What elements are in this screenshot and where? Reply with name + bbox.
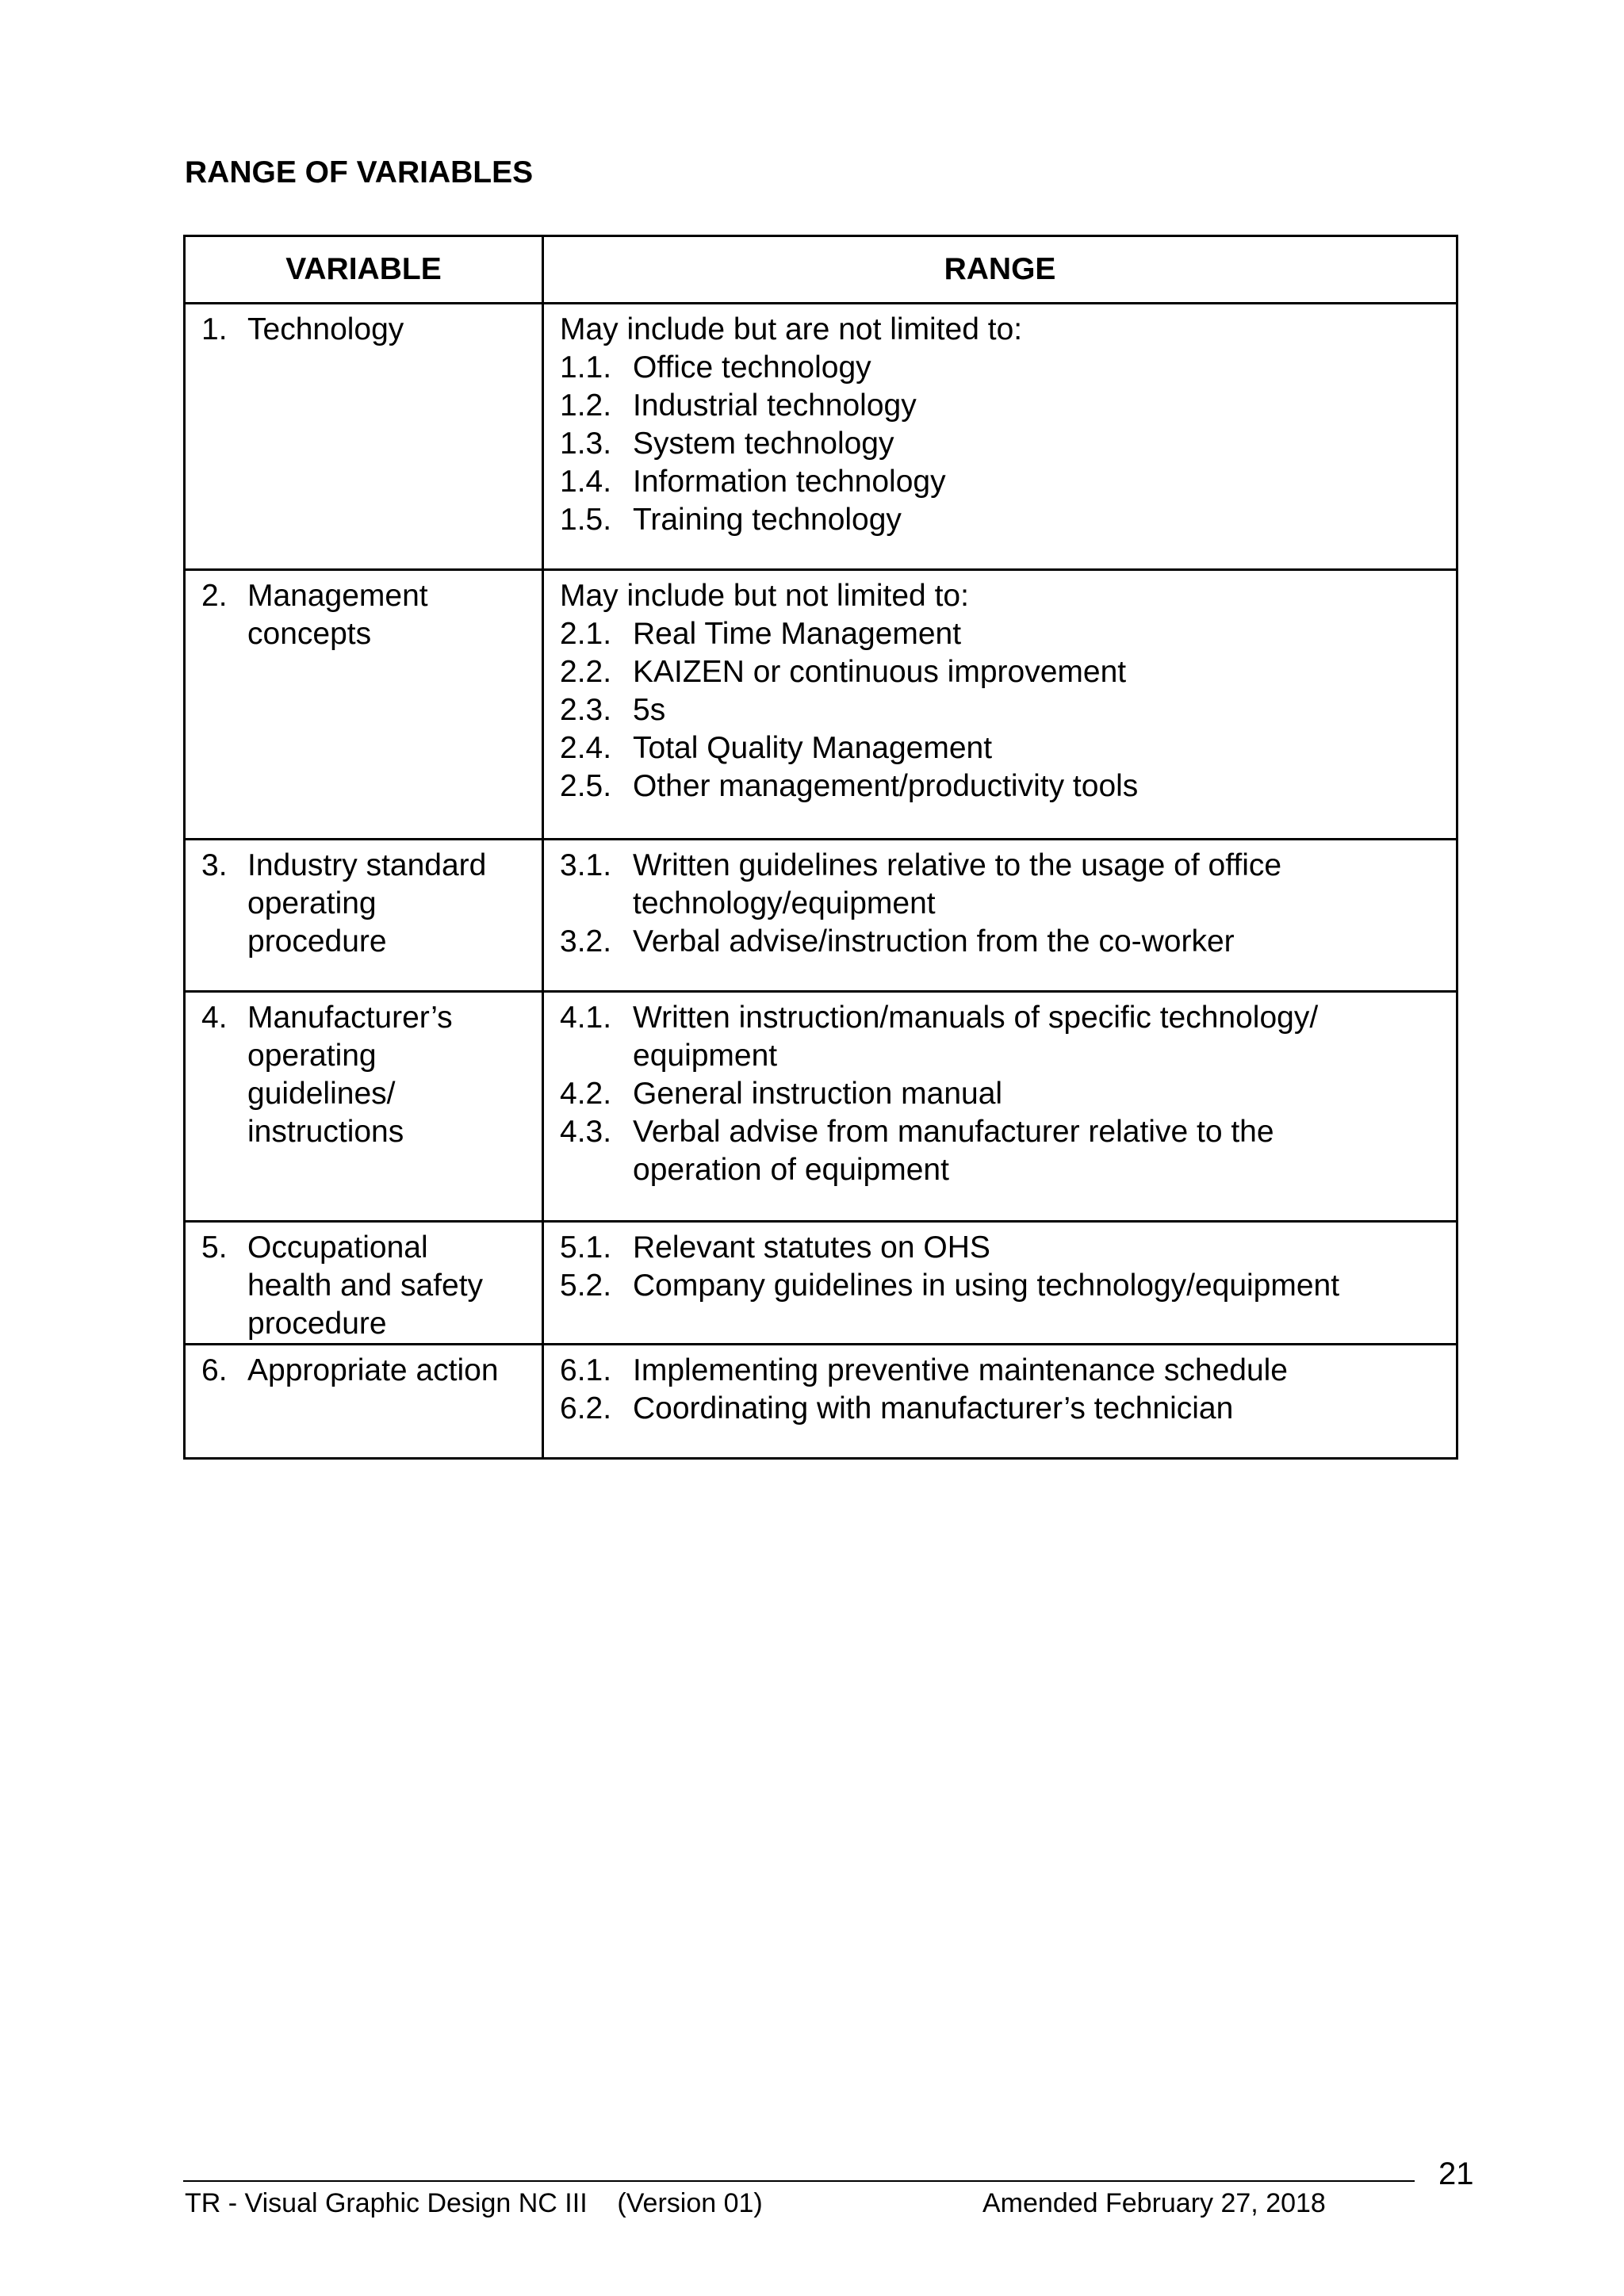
page-number: 21 (1438, 2156, 1474, 2191)
range-item-line: Information technology (633, 465, 946, 499)
range-item-number: 1.2. (560, 388, 612, 423)
range-item (560, 387, 1448, 425)
range-item-line: Relevant statutes on OHS (633, 1230, 990, 1265)
range-item-number: 1.4. (560, 465, 612, 499)
range-item (560, 1352, 1448, 1390)
range-item-text (633, 501, 1448, 539)
range-item-line: Training technology (633, 503, 902, 537)
range-item-line: Implementing preventive maintenance schedule (633, 1353, 1288, 1387)
header-variable: VARIABLE (185, 236, 543, 304)
range-item-number: 3.2. (560, 924, 612, 959)
variable-name-line: procedure (247, 1307, 387, 1341)
range-item-line: System technology (633, 427, 894, 461)
range-item (560, 463, 1448, 501)
range-item (560, 615, 1448, 653)
variable-name-line: concepts (247, 617, 372, 651)
table-row (185, 992, 1457, 1222)
footer-document-title: TR - Visual Graphic Design NC III (Version 01) (185, 2188, 763, 2218)
range-item-number: 4.3. (560, 1115, 612, 1149)
range-item-line: Coordinating with manufacturer’s technician (633, 1391, 1234, 1425)
range-cell (543, 570, 1457, 840)
variable-cell (185, 304, 543, 570)
range-item (560, 691, 1448, 729)
variable-name-line: operating (247, 886, 377, 920)
range-item-line: Real Time Management (633, 617, 962, 651)
range-item-text (633, 999, 1448, 1075)
range-item (560, 767, 1448, 806)
variable-name-line: instructions (247, 1115, 404, 1149)
range-item-line: Office technology (633, 350, 871, 385)
range-item-number: 1.5. (560, 503, 612, 537)
range-item-line: Verbal advise from manufacturer relative to the (633, 1115, 1274, 1149)
range-intro: May include but not limited to: (560, 579, 969, 613)
table-row (185, 1222, 1457, 1345)
range-item-text (633, 1352, 1448, 1390)
variable-name (247, 1229, 534, 1343)
page-heading: RANGE OF VARIABLES (185, 155, 534, 189)
range-cell (543, 304, 1457, 570)
range-item-number: 2.5. (560, 769, 612, 803)
variable-cell (185, 570, 543, 840)
range-item-line: 5s (633, 693, 666, 727)
range-item-text (633, 1229, 1448, 1267)
range-item-number: 5.1. (560, 1230, 612, 1265)
footer-rule (183, 2180, 1415, 2182)
range-item-line: KAIZEN or continuous improvement (633, 655, 1127, 689)
range-item-number: 5.2. (560, 1269, 612, 1303)
range-item-text (633, 653, 1448, 691)
range-item-line: Other management/productivity tools (633, 769, 1139, 803)
range-item-line: equipment (633, 1039, 778, 1073)
range-cell (543, 992, 1457, 1222)
variable-name-line: Appropriate action (247, 1353, 499, 1387)
range-item-number: 6.2. (560, 1391, 612, 1425)
variable-number: 4. (201, 1001, 228, 1035)
table-row (185, 1345, 1457, 1459)
range-item-number: 1.1. (560, 350, 612, 385)
variable-cell (185, 1222, 543, 1345)
range-item-number: 2.3. (560, 693, 612, 727)
range-item-number: 2.4. (560, 731, 612, 765)
variable-name-line: Technology (247, 312, 404, 346)
range-item-number: 2.2. (560, 655, 612, 689)
range-item-text (633, 349, 1448, 387)
table-row (185, 570, 1457, 840)
variable-name (247, 847, 534, 961)
range-item (560, 923, 1448, 961)
range-item (560, 847, 1448, 923)
variable-name (247, 1352, 534, 1390)
range-item-line: Company guidelines in using technology/equipment (633, 1269, 1340, 1303)
range-item-line: operation of equipment (633, 1153, 949, 1187)
table-header-row (185, 236, 1457, 304)
range-item (560, 1390, 1448, 1428)
range-item (560, 1075, 1448, 1113)
variable-name-line: Industry standard (247, 848, 487, 882)
range-item-text (633, 463, 1448, 501)
range-item (560, 729, 1448, 767)
range-item-text (633, 387, 1448, 425)
table-body (185, 304, 1457, 1459)
variable-number: 1. (201, 312, 228, 346)
range-of-variables-table (183, 235, 1458, 1460)
range-item-number: 2.1. (560, 617, 612, 651)
variable-name-line: health and safety (247, 1269, 484, 1303)
range-item-line: General instruction manual (633, 1077, 1003, 1111)
range-item (560, 501, 1448, 539)
range-item-number: 4.1. (560, 1001, 612, 1035)
variable-number: 6. (201, 1353, 228, 1387)
footer-amended-date: Amended February 27, 2018 (982, 2188, 1326, 2218)
range-item (560, 999, 1448, 1075)
range-cell (543, 1345, 1457, 1459)
range-item-line: Total Quality Management (633, 731, 993, 765)
range-item-text (633, 923, 1448, 961)
range-item (560, 425, 1448, 463)
range-item (560, 653, 1448, 691)
range-item-line: Verbal advise/instruction from the co-worker (633, 924, 1235, 959)
variable-name (247, 577, 534, 653)
table-row (185, 304, 1457, 570)
range-item-text (633, 1113, 1448, 1189)
range-item-line: technology/equipment (633, 886, 936, 920)
variable-cell (185, 840, 543, 992)
variable-name-line: Manufacturer’s (247, 1001, 453, 1035)
variable-name-line: Occupational (247, 1230, 428, 1265)
variable-cell (185, 1345, 543, 1459)
range-item (560, 349, 1448, 387)
variable-name-line: guidelines/ (247, 1077, 396, 1111)
range-item-text (633, 425, 1448, 463)
range-item-number: 3.1. (560, 848, 612, 882)
variable-name (247, 999, 534, 1151)
range-item-number: 4.2. (560, 1077, 612, 1111)
range-item-text (633, 847, 1448, 923)
range-cell (543, 1222, 1457, 1345)
range-cell (543, 840, 1457, 992)
range-item (560, 1267, 1448, 1305)
range-item-line: Industrial technology (633, 388, 917, 423)
range-item-line: Written guidelines relative to the usage of office (633, 848, 1282, 882)
range-item-number: 6.1. (560, 1353, 612, 1387)
range-item-text (633, 1390, 1448, 1428)
range-item-text (633, 615, 1448, 653)
variable-name-line: operating (247, 1039, 377, 1073)
range-item-text (633, 1075, 1448, 1113)
range-item-text (633, 691, 1448, 729)
range-item (560, 1229, 1448, 1267)
variable-name (247, 311, 534, 349)
range-intro: May include but are not limited to: (560, 312, 1023, 346)
range-item-number: 1.3. (560, 427, 612, 461)
range-item-text (633, 767, 1448, 806)
header-range: RANGE (543, 236, 1457, 304)
range-item (560, 1113, 1448, 1189)
variable-name-line: procedure (247, 924, 387, 959)
range-item-line: Written instruction/manuals of specific technology/ (633, 1001, 1319, 1035)
variable-number: 5. (201, 1230, 228, 1265)
range-item-text (633, 729, 1448, 767)
variable-cell (185, 992, 543, 1222)
variable-number: 3. (201, 848, 228, 882)
range-item-text (633, 1267, 1448, 1305)
variable-number: 2. (201, 579, 228, 613)
variable-name-line: Management (247, 579, 428, 613)
table-row (185, 840, 1457, 992)
